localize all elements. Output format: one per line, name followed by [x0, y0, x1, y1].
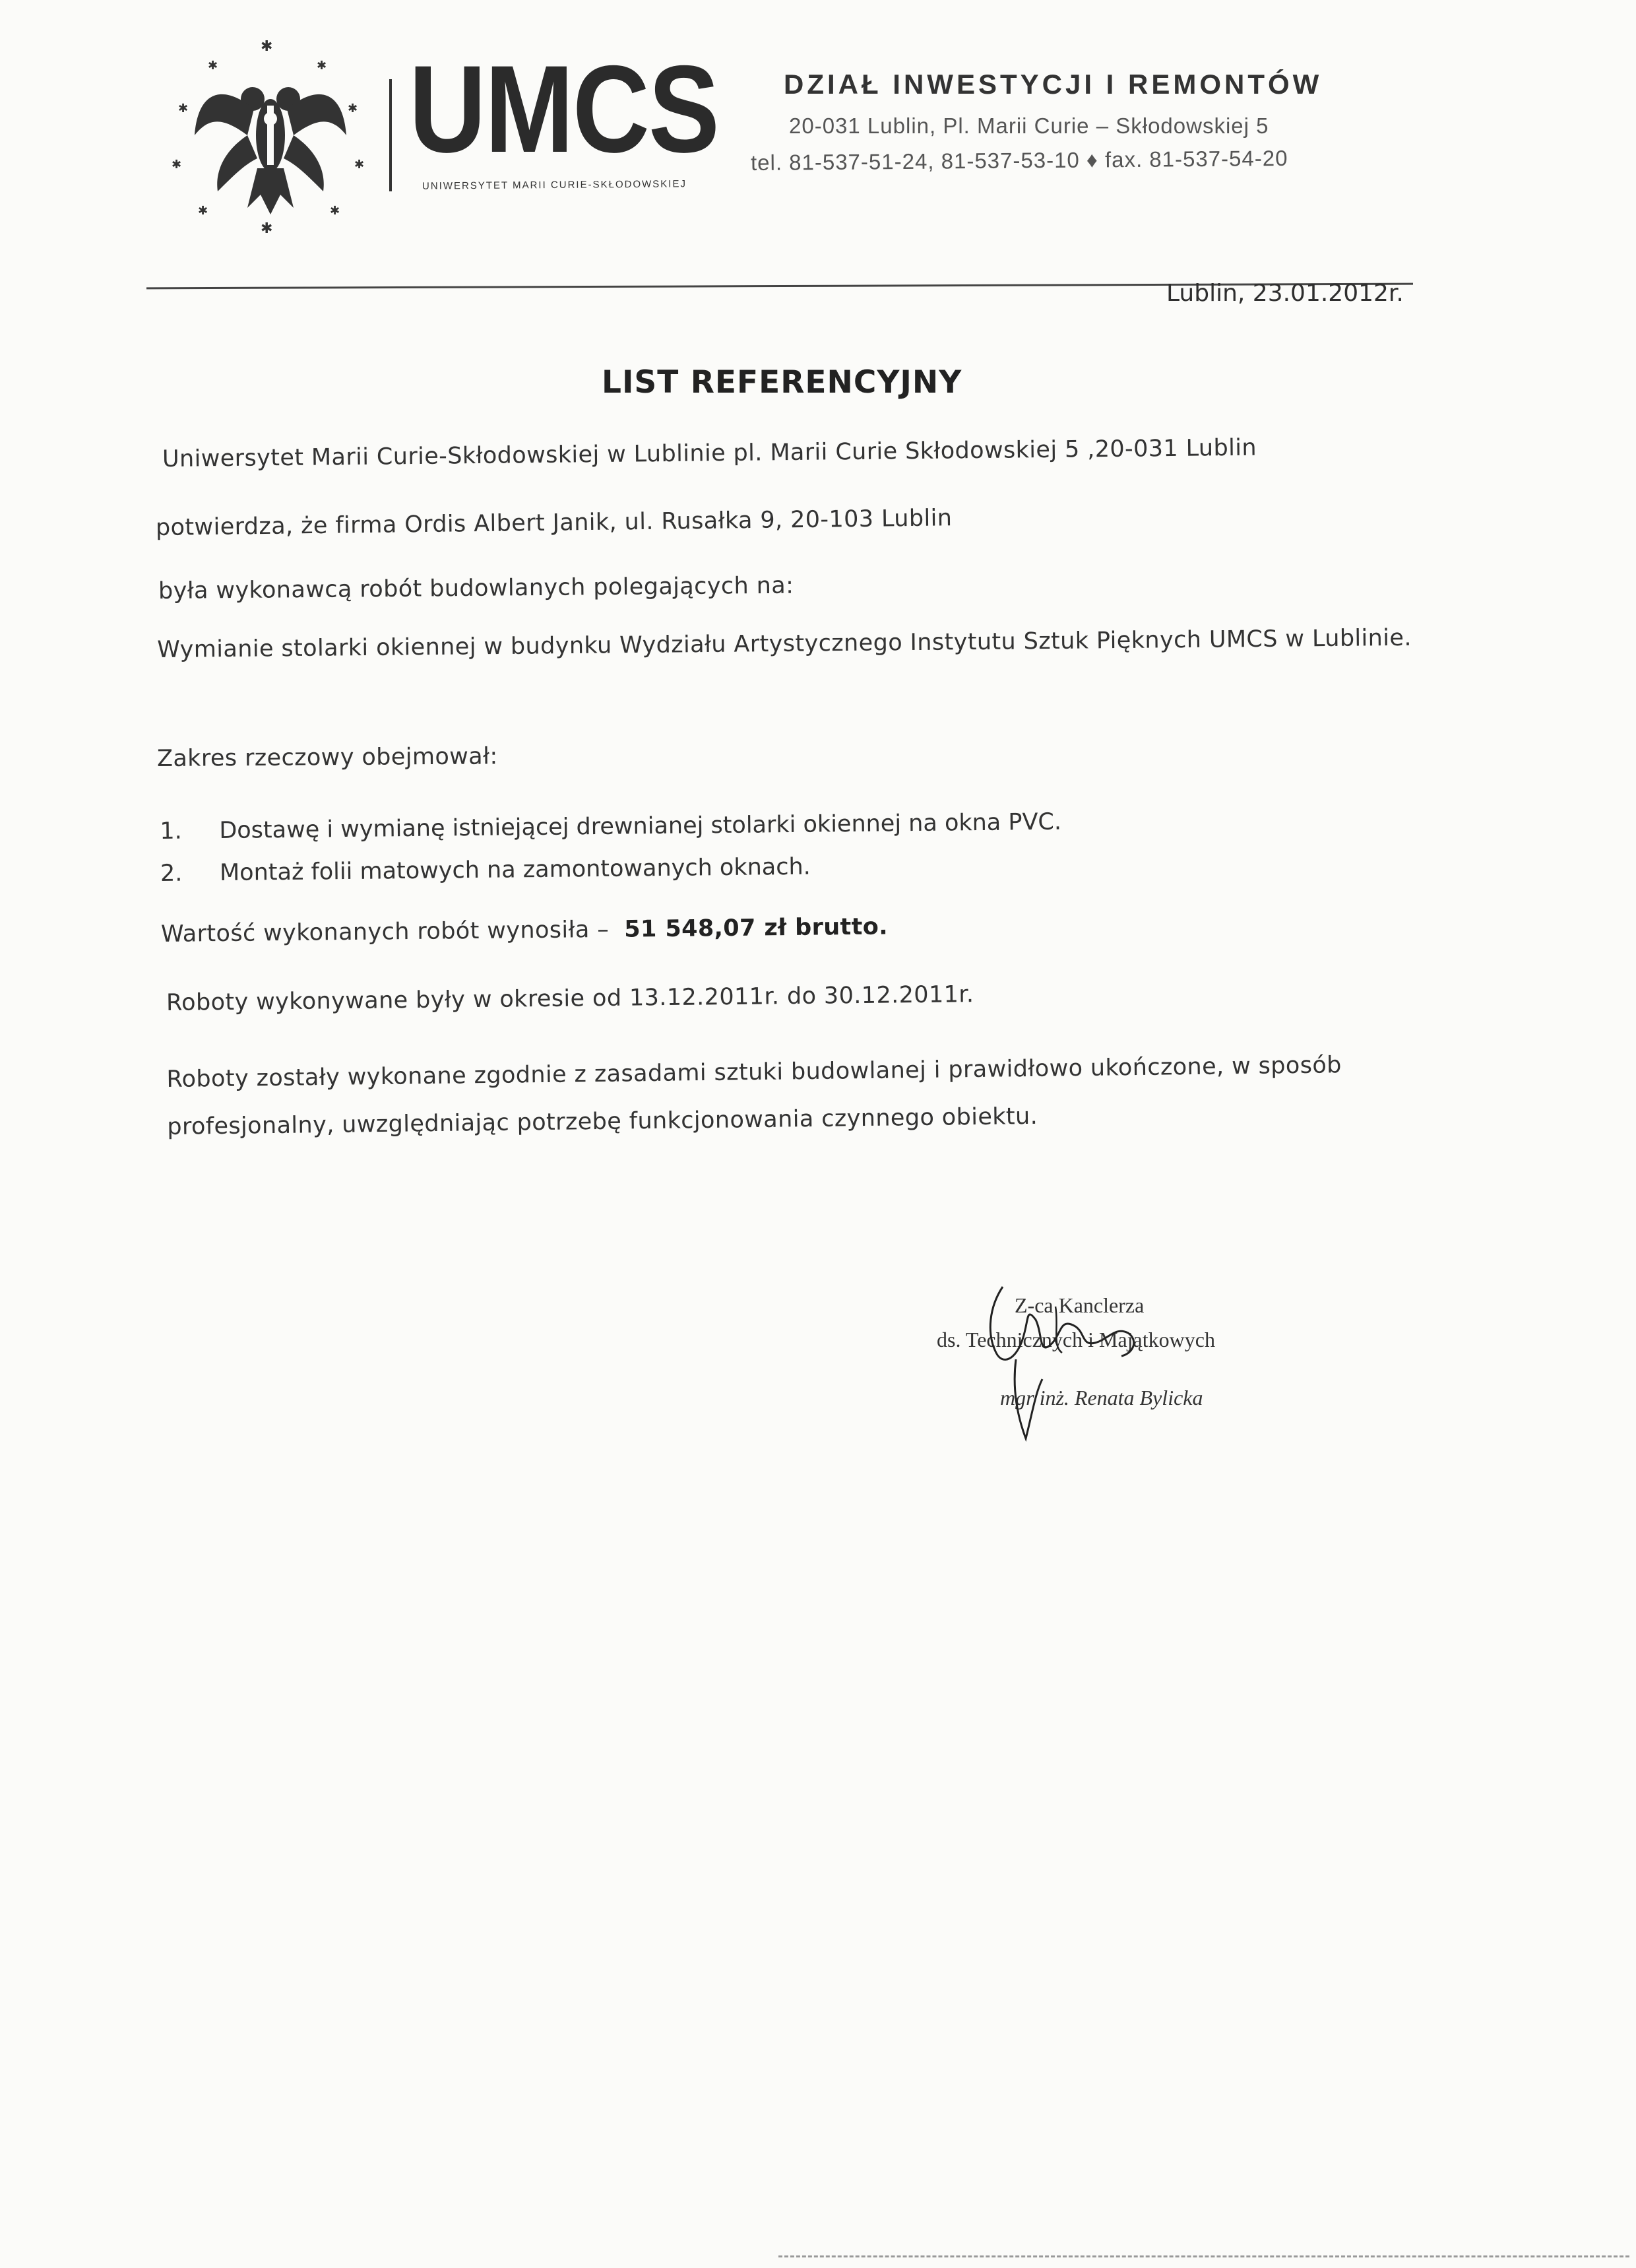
department-title: DZIAŁ INWESTYCJI I REMONTÓW [784, 69, 1323, 100]
list-item [160, 843, 1062, 895]
paragraph-scope-heading: Zakres rzeczowy obejmował: [156, 743, 498, 772]
logo-divider [389, 79, 392, 191]
paragraph-issuer: Uniwersytet Marii Curie-Skłodowskiej w Lublinie pl. Marii Curie Skłodowskiej 5 ,20-031 Lublin [162, 434, 1257, 472]
svg-text:✱: ✱ [172, 158, 182, 172]
handwritten-signature-icon [976, 1280, 1161, 1445]
value-prefix: Wartość wykonanych robót wynosiła – [160, 916, 610, 948]
list-item-number: 2. [160, 860, 183, 887]
umcs-logo-subtitle: UNIWERSYTET MARII CURIE-SKŁODOWSKIEJ [422, 178, 687, 192]
list-item-text: Montaż folii matowych na zamontowanych oknach. [219, 853, 811, 887]
paragraph-scope-description: Wymianie stolarki okiennej w budynku Wydziału Artystycznego Instytutu Sztuk Pięknych UMCS w Lublinie. [157, 624, 1412, 663]
bottom-edge-line [778, 2255, 1629, 2257]
svg-text:✱: ✱ [317, 59, 327, 73]
paragraph-contractor-role: była wykonawcą robót budowlanych polegających na: [158, 572, 794, 604]
svg-text:✱: ✱ [261, 220, 273, 234]
svg-text:✱: ✱ [330, 204, 340, 218]
paragraph-confirmation: potwierdza, że firma Ordis Albert Janik, ul. Rusałka 9, 20-103 Lublin [155, 505, 953, 541]
paragraph-value [161, 913, 888, 948]
signature-position: Z-ca Kanclerza [1015, 1293, 1145, 1317]
eagle-emblem-icon [168, 36, 373, 234]
svg-text:✱: ✱ [208, 59, 218, 73]
svg-text:✱: ✱ [348, 102, 358, 115]
signature-name: mgr inż. Renata Bylicka [1000, 1386, 1203, 1409]
letter-title: LIST REFERENCYJNY [602, 364, 962, 401]
svg-text:✱: ✱ [354, 158, 365, 172]
signature-department: ds. Technicznych i Majątkowych [937, 1328, 1215, 1351]
letter-date: Lublin, 23.01.2012r. [1166, 280, 1404, 307]
department-contact: tel. 81-537-51-24, 81-537-53-10 ♦ fax. 81-537-54-20 [750, 145, 1288, 175]
paragraph-quality-statement: Roboty zostały wykonane zgodnie z zasadami sztuki budowlanej i prawidłowo ukończone, w sposób profesjonalny, uwzględniając potrzebę funkcjonowania czynnego obiektu. [166, 1052, 1342, 1140]
paragraph-period: Roboty wykonywane były w okresie od 13.12.2011r. do 30.12.2011r. [166, 981, 974, 1016]
svg-text:✱: ✱ [178, 102, 189, 115]
signature-block [937, 1280, 1346, 1458]
department-address: 20-031 Lublin, Pl. Marii Curie – Skłodowskiej 5 [789, 113, 1269, 138]
value-amount: 51 548,07 zł brutto. [624, 913, 889, 943]
list-item-text: Dostawę i wymianę istniejącej drewnianej stolarki okiennej na okna PVC. [219, 808, 1062, 845]
svg-text:✱: ✱ [198, 204, 208, 218]
list-item-number: 1. [160, 818, 182, 845]
scope-list [160, 801, 1062, 895]
umcs-logo-text: UMCS [409, 40, 719, 178]
svg-text:✱: ✱ [261, 38, 273, 55]
